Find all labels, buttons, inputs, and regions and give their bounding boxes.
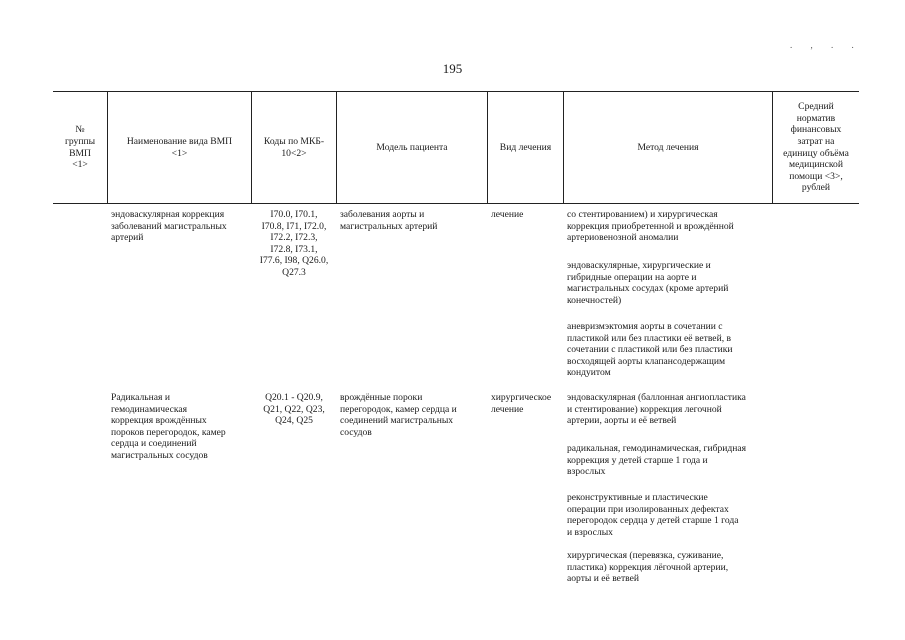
row1-vmp-name: эндоваскулярная коррекция заболеваний магистральных артерий	[111, 209, 227, 244]
header-group-number: № группы ВМП <1>	[64, 124, 96, 171]
header-bottom-rule	[53, 203, 859, 204]
row2-method-4: хирургическая (перевязка, суживание, пластика) коррекция лёгочной артерии, аорты и её ветвей	[567, 550, 729, 585]
row2-method-1: эндоваскулярная (баллонная ангиопластика и стентирование) коррекция легочной артерии, аорты и её ветвей	[567, 392, 746, 427]
row2-vmp-name: Радикальная и гемодинамическая коррекция врождённых пороков перегородок, камер сердца и соединений магистральных сосудов	[111, 392, 226, 461]
row1-method-3: аневризмэктомия аорты в сочетании с пластикой или без пластики её ветвей, в сочетании с пластикой или без пластики восходящей аорты клапансодержащим кондуитом	[567, 321, 733, 379]
row2-icd-codes: Q20.1 - Q20.9, Q21, Q22, Q23, Q24, Q25	[263, 392, 325, 427]
header-treatment-method: Метод лечения	[637, 141, 699, 153]
row1-method-2: эндоваскулярные, хирургические и гибридные операции на аорте и магистральных сосудах (кроме артерий конечностей)	[567, 260, 729, 306]
header-average-cost: Средний норматив финансовых затрат на единицу объёма медицинской помощи <3>, рублей	[783, 101, 849, 194]
header-patient-model: Модель пациента	[376, 141, 448, 153]
row1-icd-codes: I70.0, I70.1, I70.8, I71, I72.0, I72.2, I72.3, I72.8, I73.1, I77.6, I98, Q26.0, Q27.3	[259, 209, 329, 278]
header-icd-codes: Коды по МКБ- 10<2>	[263, 135, 325, 159]
row1-patient-model: заболевания аорты и магистральных артерий	[340, 209, 438, 232]
row2-method-2: радикальная, гемодинамическая, гибридная коррекция у детей старше 1 года и взрослых	[567, 443, 747, 478]
row1-method-1: со стентированием) и хирургическая коррекция приобретенной и врождённой артериовенозной аномалии	[567, 209, 734, 244]
row2-method-3: реконструктивные и пластические операции при изолированных дефектах перегородок сердца у детей старше 1 года и взрослых	[567, 492, 739, 538]
row2-treatment-type: хирургическое лечение	[491, 392, 552, 415]
corner-marks: . , . .	[790, 40, 862, 50]
row1-treatment-type: лечение	[491, 209, 524, 220]
header-vmp-name: Наименование вида ВМП <1>	[126, 135, 233, 159]
page-number: 195	[442, 61, 463, 76]
header-treatment-type: Вид лечения	[499, 141, 552, 153]
row2-patient-model: врождённые пороки перегородок, камер сердца и соединений магистральных сосудов	[340, 392, 457, 438]
